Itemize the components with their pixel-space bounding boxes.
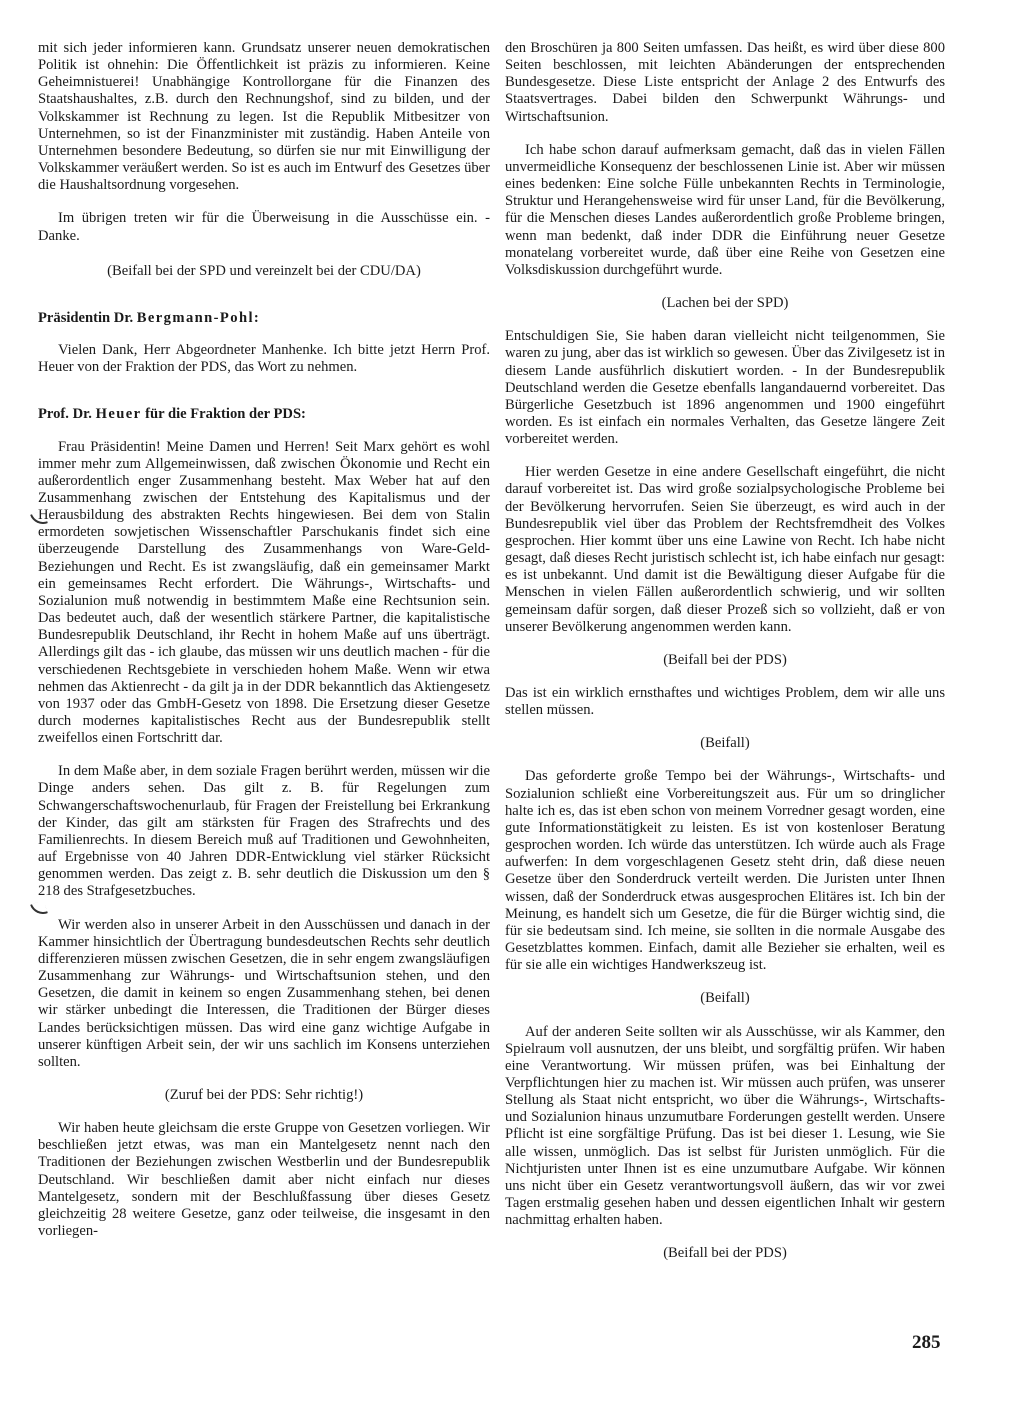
left-column — [38, 40, 490, 1256]
right-column — [505, 40, 945, 1279]
speaker-heading — [38, 310, 490, 327]
speaker-title: Prof. Dr. — [38, 406, 96, 423]
paragraph: In dem Maße aber, in dem soziale Fragen berührt werden, müssen wir die Dinge anders sehen. Das gilt z. B. für Regelungen zum Schwangerschaftswochenurlaub, für Fragen der Freistellung bei Erkrankung der Kinder, das gilt am stärksten für Fragen des Strafrechts und des Familienrechts. In diesem Bereich muß auf Traditionen und Gewohnheiten, auf Ergebnisse von 40 Jahren DDR-Entwicklung viel stärker Rücksicht genommen werden. Das zeigt z. B. sehr deutlich die Diskussion um den § 218 des Strafgesetzbuches. — [38, 763, 490, 900]
paragraph: Entschuldigen Sie, Sie haben daran vielleicht nicht teilgenommen, Sie waren zu jung, aber das ist wirklich so gewesen. Über das Zivilgesetz ist in diesem Lande ausführlich diskutiert worden. - In der Bundesrepublik Deutschland werden die Gesetze ebenfalls langandauernd vorbereitet. Das Bürgerliche Gesetzbuch ist 1896 angenommen und 1900 eingeführt worden. Es ist einfach ein normales Verhalten, das Gesetze längere Zeit vorbereitet werden. — [505, 328, 945, 448]
paragraph: den Broschüren ja 800 Seiten umfassen. Das heißt, es wird über diese 800 Seiten beschlossen, mit leichten Abänderungen der entsprechenden Bundesgesetze. Diese Liste entspricht der Anlage 2 des Entwurfs des Staatsvertrages. Dabei bilden den Schwerpunkt Währungs- und Wirtschaftsunion. — [505, 40, 945, 125]
paragraph: mit sich jeder informieren kann. Grundsatz unserer neuen demokratischen Politik ist ohnehin: Die Öffentlichkeit ist präzis zu informieren. Keine Geheimnistuerei! Unabhängige Kontrollorgane für die Finanzen des Staatshaushaltes, z.B. durch den Rechnungshof, sind zu bilden, und der Volkskammer ist Rechnung zu legen. Ist die Republik Mitbesitzer von Unternehmen, so ist der Finanzminister mit zuständig. Haben Anteile von Unternehmen besondere Bedeutung, so dürfen sie nur mit Einwilligung der Volkskammer veräußert werden. So ist es auch im Entwurf des Gesetzes über die Haushaltsordnung vorgesehen. — [38, 40, 491, 194]
speaker-title: Präsidentin Dr. — [38, 309, 137, 326]
page-number: 285 — [912, 1332, 941, 1353]
interjection: (Beifall) — [700, 735, 750, 752]
interjection: (Beifall) — [700, 990, 750, 1007]
speaker-name: Bergmann-Pohl — [136, 309, 254, 326]
interjection: (Beifall bei der PDS) — [663, 1245, 787, 1262]
paragraph: Vielen Dank, Herr Abgeordneter Manhenke. Ich bitte jetzt Herrn Prof. Heuer von der Fraktion der PDS, das Wort zu nehmen. — [38, 342, 490, 376]
interjection: (Beifall bei der SPD und vereinzelt bei der CDU/DA) — [107, 262, 421, 279]
paragraph: Das geforderte große Tempo bei der Währungs-, Wirtschafts- und Sozialunion schließt eine Vorbereitungszeit aus. Für um so dringlicher halte ich es, das ist eben schon von meinem Vorredner gesagt worden, eine gute Informationstätigkeit zu leisten. Es ist von kostenloser Beratung gesprochen worden. Ich würde das unterstützen. Ich würde auch als Frage aufwerfen: In dem vorgeschlagenen Gesetz steht drin, daß diese neuen Gesetze über den Sonderdruck verteilt werden. Die Juristen unter Ihnen wissen, daß der Sonderdruck etwas ausgesprochen Elitäres ist. Ich bin der Meinung, es handelt sich um Gesetze, die für die Bürger wichtig sind, die für sie bedeutsam sind. Ich meine, sie sollten in die normale Ausgabe des Gesetzblattes kommen. Einfach, damit alle Bezieher sie erhalten, weil es für sie alle ein wichtiges Handwerkszeug ist. — [505, 768, 945, 974]
interjection: (Lachen bei der SPD) — [661, 295, 789, 312]
paragraph: Wir werden also in unserer Arbeit in den Ausschüssen und danach in der Kammer hinsichtlich der Übertragung bundesdeutschen Rechts sehr deutlich differenzieren müssen zwischen Gesetzen, die in sehr engem zwangsläufigen Zusammenhang zur Währungs- und Wirtschaftsunion stehen, und den Gesetzen, die damit in keinem so engen Zusammenhang stehen, bei denen wir stärker unbedingt die Interessen, die Traditionen der Bürger dieses Landes berücksichtigen müssen. Das wird eine ganz wichtige Aufgabe in unserer künftigen Arbeit sein, der wir uns sachlich im Konsens unterziehen sollten. — [38, 916, 490, 1070]
paragraph: Ich habe schon darauf aufmerksam gemacht, daß das in vielen Fällen unvermeidliche Konsequenz der beschlossenen Linie ist. Aber wir müssen eines bedenken: Eine solche Fülle unbekannten Rechts in Terminologie, Struktur und Herangehensweise wird für unser Land, für die Bevölkerung, für die Menschen dieses Landes außerordentlich große Probleme bringen, wenn man bedenkt, daß inder DDR die Einführung neuer Gesetze monatelang vorbereitet wurde, daß über eine Reihe von Gesetzen eine Volksdiskussion durchgeführt wurde. — [505, 141, 945, 278]
paragraph: Im übrigen treten wir für die Überweisung in die Ausschüsse ein. - Danke. — [38, 210, 490, 244]
speaker-heading — [38, 406, 490, 423]
speaker-name: Heuer — [95, 406, 142, 423]
speaker-suffix: für die Fraktion der PDS: — [141, 406, 306, 423]
paragraph: Das ist ein wirklich ernsthaftes und wichtiges Problem, dem wir alle uns stellen müssen. — [505, 685, 945, 719]
paragraph: Wir haben heute gleichsam die erste Gruppe von Gesetzen vorliegen. Wir beschließen jetzt etwas, was man ein Mantelgesetz nennt nach den Traditionen der Beziehungen zwischen Westberlin und der Bundesrepublik Deutschland. Wir beschließen damit aber nicht einfach nur dieses Mantelgesetz, sondern mit der Beschlußfassung über dieses Gesetz gleichzeitig 28 weitere Gesetze, ganz oder teilweise, die insgesamt in den vorliegen- — [38, 1120, 490, 1240]
paragraph: Hier werden Gesetze in eine andere Gesellschaft eingeführt, die nicht darauf vorbereitet ist. Das wird große sozialpsychologische Probleme bei der Bevölkerung hervorrufen. Seien Sie überzeugt, es wird auch in der Bundesrepublik viel über das Problem der Rechtsfremdheit des Volkes gesprochen. Hier kommt über uns eine Lawine von Recht. Ich habe nicht gesagt, daß dieses Recht juristisch schlecht ist, ich habe einfach nur gesagt: es ist unbekannt. Und damit ist die Bewältigung dieser Aufgabe für die Menschen in vielen Fällen außerordentlich schwierig, und wir sollten gemeinsam dafür sorgen, daß dieser Prozeß sich so vollzieht, daß er von unserer Bevölkerung angenommen werden kann. — [505, 464, 945, 635]
interjection: (Zuruf bei der PDS: Sehr richtig!) — [164, 1086, 364, 1103]
paragraph: Frau Präsidentin! Meine Damen und Herren! Seit Marx gehört es wohl immer mehr zum Allgemeinwissen, daß zwischen Ökonomie und Recht ein außerordentlich enger Zusammenhang besteht. Max Weber hat auf den Zusammenhang zwischen der Entstehung des Kapitalismus und der Herausbildung des abstrakten Rechts hingewiesen. Bei dem von Stalin ermordeten sowjetischen Wissenschaftler Parschukanis findet sich eine überzeugende Darstellung des Zusammenhangs von Ware-Geld-Beziehungen und Recht. Es ist zwangsläufig, daß ein gemeinsamer Markt ein gemeinsames Recht erfordert. Die Währungs-, Wirtschafts- und Sozialunion muß notwendig in bestimmtem Maße eine Rechtsunion sein. Das bedeutet auch, daß der wesentlich stärkere Partner, die kapitalistische Bundesrepublik Deutschland, ihr Recht in hohem Maße auf uns überträgt. Allerdings gilt das - ich glaube, das müssen wir uns deutlich machen - für die verschiedenen Rechtsgebiete in verschieden hohem Maße. Wenn wir etwa nehmen das Aktienrecht - da gilt ja in der DDR bekanntlich das Aktiengesetz von 1937 oder das GmbH-Gesetz von 1898. Die Ersetzung dieser Gesetze durch modernes kapitalistisches Recht aus der Bundesrepublik stellt zweifellos einen Fortschritt dar. — [38, 438, 490, 747]
paragraph: Auf der anderen Seite sollten wir als Ausschüsse, wir als Kammer, den Spielraum voll ausnutzen, der uns bleibt, und sorgfältig prüfen. Wir haben eine Verantwortung. Wir müssen prüfen, was bei Einhaltung der Verpflichtungen hier zu machen ist. Wir müssen auch prüfen, was unserer Stellung als Staat nicht entspricht, wo über die Währungs-, Wirtschafts- und Sozialunion hinaus unzumutbare Forderungen gestellt werden. Unsere Pflicht ist eine sorgfältige Prüfung. Das ist bei dieser 1. Lesung, wie Sie alle wissen, unmöglich. Das ist selbst für Juristen unmöglich. Für die Nichtjuristen unter Ihnen ist es eine unzumutbare Aufgabe. Wir können uns nicht über ein Gesetz verantwortungsvoll äußern, das wir vor zwei Tagen erstmalig gesehen haben und dessen eigentlichen Inhalt wir gestern nachmittag erhalten haben. — [505, 1023, 945, 1229]
interjection: (Beifall bei der PDS) — [663, 651, 787, 668]
speaker-suffix: : — [253, 309, 259, 326]
